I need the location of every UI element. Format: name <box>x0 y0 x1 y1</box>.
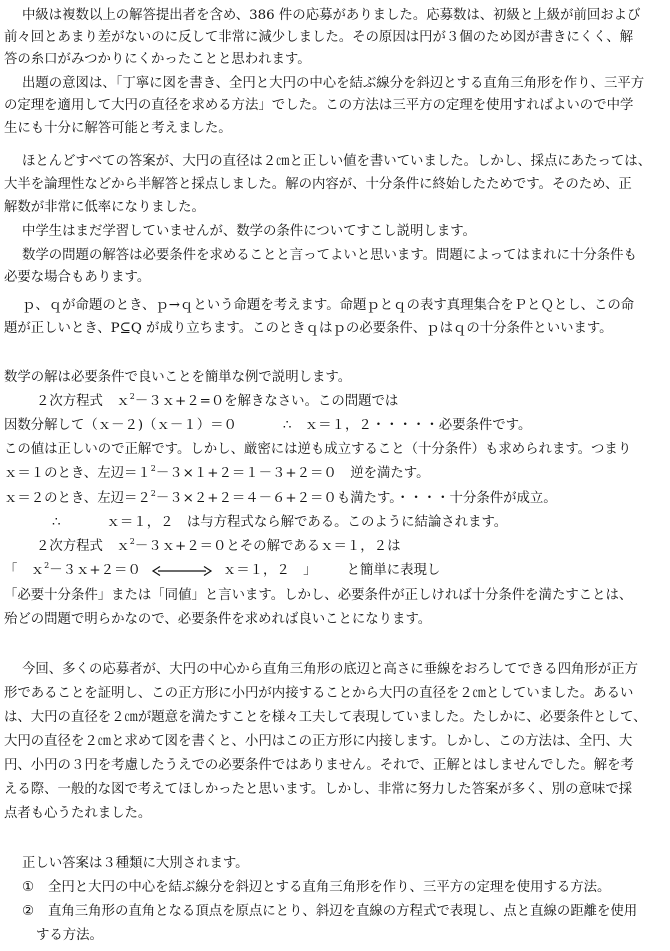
para3-line2: 大半を論理性などから半解答と採点しました。解の内容が、十分条件に終始したためです。そのため、正 <box>4 177 632 192</box>
double-arrow-icon <box>151 565 213 577</box>
para7-line7: 点者も心うたれました。 <box>4 806 152 821</box>
list-item-1: ① 全円と大円の中心を結ぶ線分を斜辺とする直角三角形を作り、三平方の定理を使用する方法。 <box>22 880 611 895</box>
para1-line2: 前々回とあまり差がないのに反して非常に減少しました。その原因は円が３個のため図が書きにくく、解 <box>4 30 634 45</box>
squared: 2 <box>129 537 135 546</box>
para7-line2: 形であることを証明し、この正方形に小円が内接することから大円の直径を２㎝としていました。あるい <box>4 686 634 701</box>
para3-line1: ほとんどすべての答案が、大円の直径は２㎝と正しい値を書いていました。しかし、採点にあたっては、 <box>22 154 652 169</box>
para8-intro: 正しい答案は３種類に大別されます。 <box>22 856 249 871</box>
para2-line3: 生にも十分に解答可能と考えました。 <box>4 121 232 136</box>
para5-line2: 必要な場合もあります。 <box>4 270 151 285</box>
para2-line2: の定理を適用して大円の直径を求める方法」でした。この方法は三平方の定理を使用すればよいので中学 <box>4 98 634 113</box>
para7-line1: 今回、多くの応募者が、大円の中心から直角三角形の底辺と高さに垂線をおろしてできる四角形が正方 <box>22 662 638 677</box>
para7-line3: は、大円の直径を２㎝が題意を満たすことを様々工夫して表現していました。たしかに、必要条件として、 <box>4 710 647 725</box>
list-marker-2: ② <box>22 904 35 919</box>
para6-line2: 題が正しいとき、P⊆Q が成り立ちます。このときｑはｐの必要条件、ｐはｑの十分条件といいます。 <box>4 321 613 336</box>
squared: 2 <box>129 392 135 401</box>
para5-line1: 数学の問題の解答は必要条件を求めることと言ってよいと思います。問題によってはまれに十分条件も <box>22 248 637 263</box>
para6-line1: ｐ、ｑが命題のとき、ｐ→ｑという命題を考えます。命題ｐとｑの表す真理集合をＰとＱとし、この命 <box>22 298 635 313</box>
equivalence-line: 「 ｘ$^2$－３ｘ+２＝０ ｘ＝１，２ 」 と簡単に表現し <box>4 561 441 578</box>
para4-line1: 中学生はまだ学習していませんが、数学の条件についてすこし説明します。 <box>22 224 476 239</box>
check-x1: ｘ＝１のとき、左辺$=1^2-3\times 1+2=1-3+2=0$ 逆を満たす。 <box>4 464 430 481</box>
para3-line3: 解数が非常に低率になりました。 <box>4 200 205 215</box>
equation-line: ２次方程式 ｘ$^2$－３ｘ+２＝０とその解であるｘ＝１，２は <box>36 537 401 554</box>
check-x2: ｘ＝２のとき、左辺$=2^2-3\times 2+2=4-6+2=0$も満たす。・・・・十分条件が成立。 <box>4 489 557 506</box>
para1-line3: 答の糸口がみつかりにくかったことと思われます。 <box>4 52 311 67</box>
para7-line6: える際、一般的な図で考えてほしかったと思います。しかし、非常に努力した答案が多く、別の意味で採 <box>4 782 633 797</box>
squared: 2 <box>150 489 156 498</box>
list-item-2: ② 直角三角形の直角となる頂点を原点にとり、斜辺を直線の方程式で表現し、点と直線の距離を使用 <box>22 904 638 919</box>
list-marker-1: ① <box>22 880 35 895</box>
para1-line1: 中級は複数以上の解答提出者を含め、386 件の応募がありました。応募数は、初級と上級が前回および <box>22 8 641 23</box>
factorization-line: 因数分解して（ｘ－２)（ｘ－１）＝０ ∴ ｘ＝１，２・・・・・必要条件です。 <box>4 418 532 433</box>
correctness-line: この値は正しいので正解です。しかし、厳密には逆も成立すること（十分条件）も求められます。つまり <box>4 442 632 457</box>
example-intro: 数学の解は必要条件で良いことを簡単な例で説明します。 <box>4 370 352 385</box>
conclusion-line: ∴ ｘ＝１，２ は与方程式なら解である。このように結論されます。 <box>52 515 508 530</box>
squared: 2 <box>44 561 50 570</box>
nec-suff-line1: 「必要十分条件」または「同値」と言います。しかし、必要条件が正しければ十分条件を満たすことは、 <box>4 588 633 603</box>
nec-suff-line2: 殆どの問題で明らかなので、必要条件を求めれば良いことになります。 <box>4 612 432 627</box>
example-question: ２次方程式 ｘ$^2$－３ｘ+２=０を解きなさい。この問題では <box>36 392 399 409</box>
para2-line1: 出題の意図は、「丁寧に図を書き、全円と大円の中心を結ぶ線分を斜辺とする直角三角形を作り、三平方 <box>22 76 645 91</box>
squared: 2 <box>150 464 156 473</box>
list-item-2-cont: する方法。 <box>36 928 103 943</box>
para7-line5: 円、小円の３円を考慮したうえでの必要条件ではありません。それで、正解とはしませんでした。解を考 <box>4 758 634 773</box>
para7-line4: 大円の直径を２㎝と求めて図を書くと、小円はこの正方形に内接します。しかし、この方法は、全円、大 <box>4 734 633 749</box>
